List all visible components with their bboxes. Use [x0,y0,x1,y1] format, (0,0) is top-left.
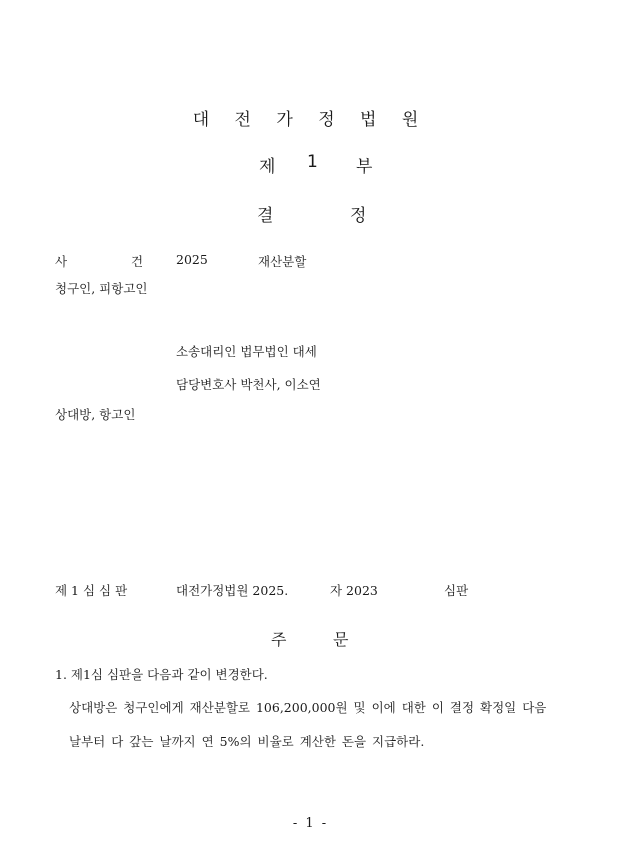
order-paragraph-line-1: 상대방은 청구인에게 재산분할로 106,200,000원 및 이에 대한 이 결정 확정일 다음 [69,700,547,715]
page-number: - 1 - [292,816,329,831]
first-instance-case-suffix: 심판 [444,583,469,598]
first-instance-case-prefix: 자 2023 [330,583,378,598]
division-suffix: 부 [356,157,373,177]
agent-line: 소송대리인 법무법인 대세 [176,344,317,359]
case-label-first: 사 [55,254,68,269]
division-number: 1 [307,152,318,172]
division-prefix: 제 [259,157,276,177]
case-label-second: 건 [131,254,144,269]
doc-type-second: 정 [350,206,367,226]
first-instance-court-year: 대전가정법원 2025. [176,583,289,598]
claimant-label: 청구인, 피항고인 [55,281,148,296]
order-title-first: 주 [271,630,287,649]
court-name: 대 전 가 정 법 원 [192,110,429,130]
doc-type-first: 결 [257,206,274,226]
respondent-label: 상대방, 항고인 [55,407,136,422]
first-instance-label: 제 1 심 심 판 [55,583,128,598]
order-paragraph-line-2: 날부터 다 갚는 날까지 연 5%의 비율로 계산한 돈을 지급하라. [69,734,425,749]
case-name: 재산분할 [258,254,307,269]
order-title-second: 문 [333,630,349,649]
case-number: 2025 [176,252,208,267]
order-item-1: 1. 제1심 심판을 다음과 같이 변경한다. [55,667,268,682]
lawyers-line: 담당변호사 박천사, 이소연 [176,377,321,392]
